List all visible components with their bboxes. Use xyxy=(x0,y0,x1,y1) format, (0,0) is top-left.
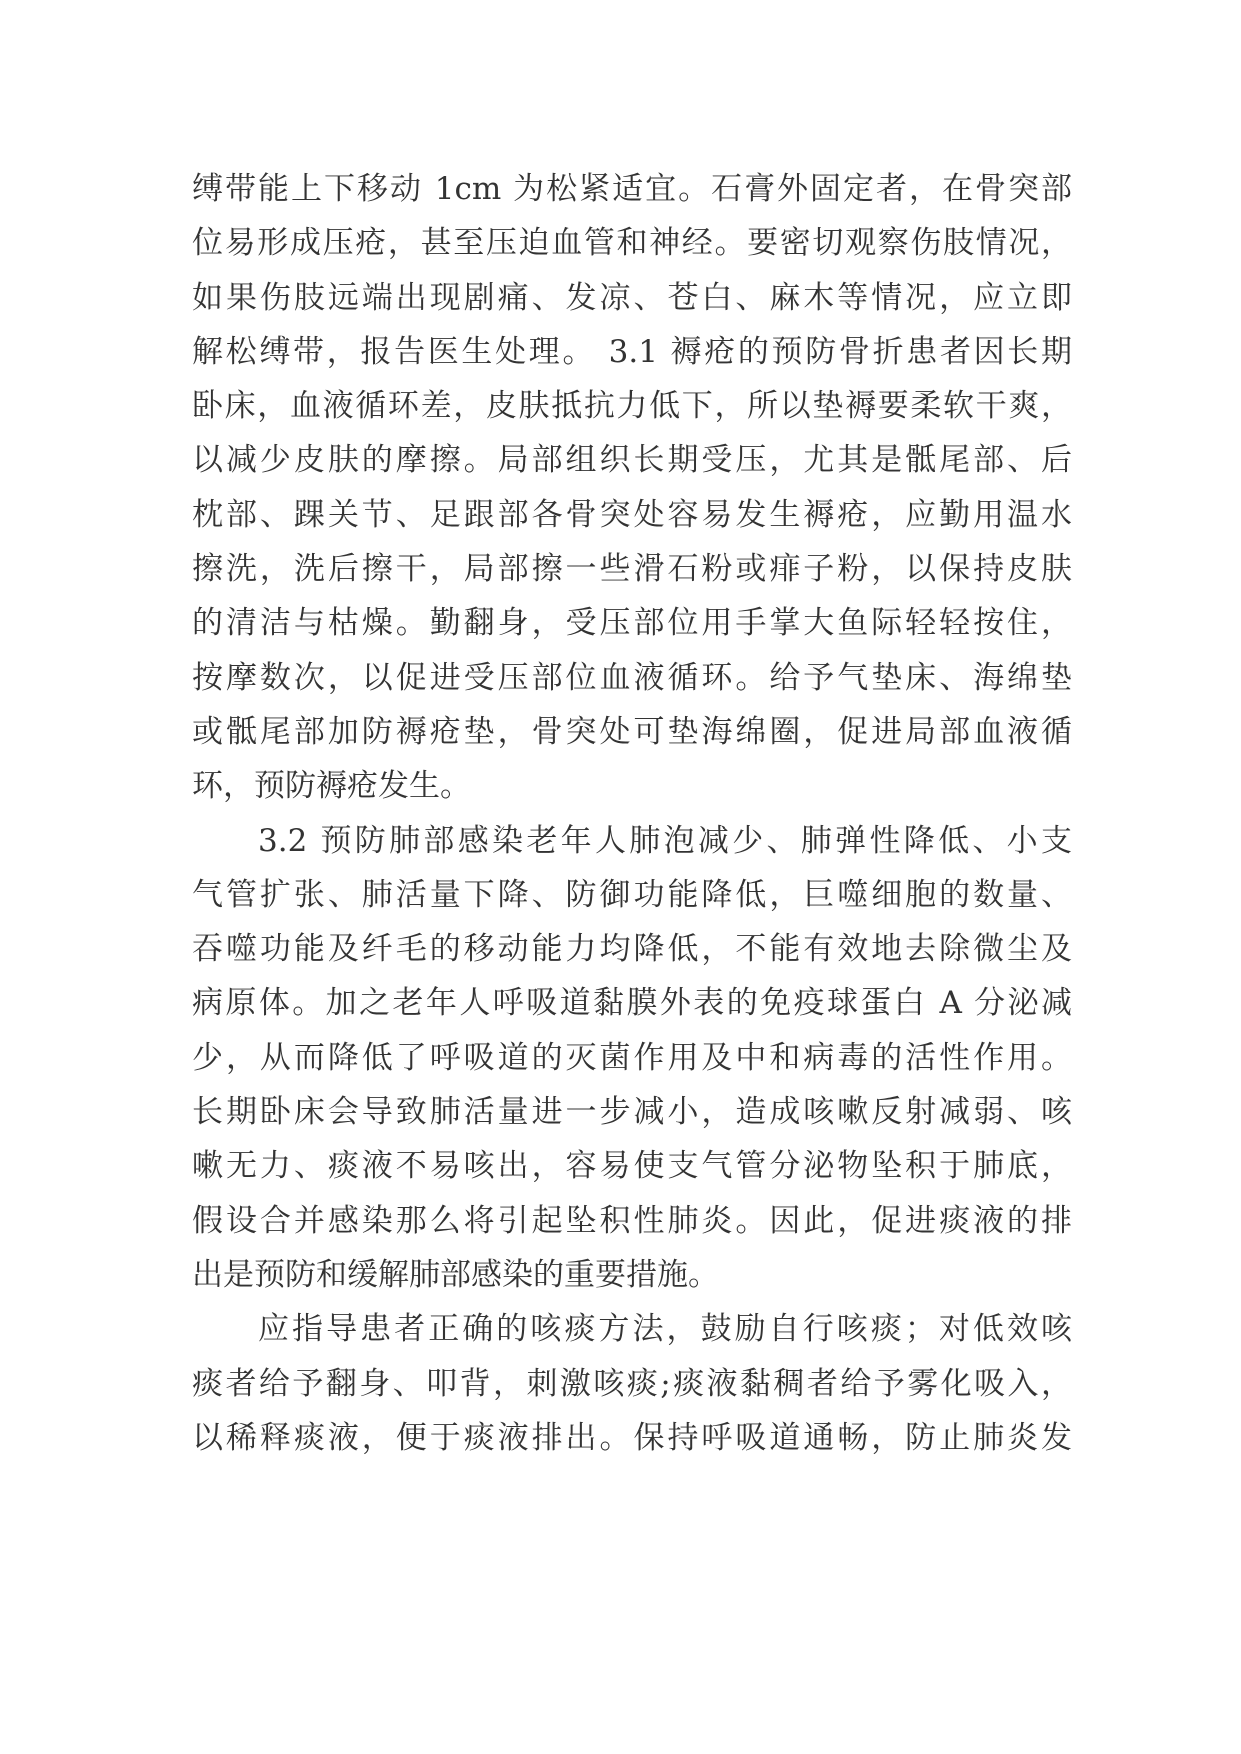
text-line: 嗽无力、痰液不易咳出，容易使支气管分泌物坠积于肺底， xyxy=(192,1148,1072,1185)
text-line: 或骶尾部加防褥疮垫，骨突处可垫海绵圈，促进局部血液循 xyxy=(192,713,1072,750)
text-line: 气管扩张、肺活量下降、防御功能降低，巨噬细胞的数量、 xyxy=(192,876,1072,913)
text-line: 病原体。加之老年人呼吸道黏膜外表的免疫球蛋白 A 分泌减 xyxy=(192,985,1072,1022)
text-line: 擦洗，洗后擦干，局部擦一些滑石粉或痱子粉，以保持皮肤 xyxy=(192,551,1072,588)
text-line: 出是预防和缓解肺部感染的重要措施。 xyxy=(192,1256,719,1293)
text-line: 长期卧床会导致肺活量进一步减小，造成咳嗽反射减弱、咳 xyxy=(192,1094,1072,1131)
text-line: 的清洁与枯燥。勤翻身，受压部位用手掌大鱼际轻轻按住， xyxy=(192,605,1072,642)
text-line: 按摩数次，以促进受压部位血液循环。给予气垫床、海绵垫 xyxy=(192,659,1072,696)
text-line: 假设合并感染那么将引起坠积性肺炎。因此，促进痰液的排 xyxy=(192,1202,1072,1239)
body-text xyxy=(192,162,1072,1465)
text-line: 缚带能上下移动 1cm 为松紧适宜。石膏外固定者，在骨突部 xyxy=(192,171,1072,207)
text-line: 卧床，血液循环差，皮肤抵抗力低下，所以垫褥要柔软干爽， xyxy=(192,388,1072,425)
paragraph-bedsore-care xyxy=(192,162,1072,814)
text-line: 如果伤肢远端出现剧痛、发凉、苍白、麻木等情况，应立即 xyxy=(192,279,1072,316)
text-line: 环，预防褥疮发生。 xyxy=(192,768,471,805)
paragraph-lung-infection xyxy=(192,814,1072,1303)
paragraph-cough-guidance xyxy=(192,1302,1072,1465)
text-line: 吞噬功能及纤毛的移动能力均降低，不能有效地去除微尘及 xyxy=(192,931,1072,968)
text-line: 枕部、踝关节、足跟部各骨突处容易发生褥疮，应勤用温水 xyxy=(192,496,1072,533)
text-line: 痰者给予翻身、叩背，刺激咳痰;痰液黏稠者给予雾化吸入， xyxy=(192,1365,1072,1402)
text-line: 以减少皮肤的摩擦。局部组织长期受压，尤其是骶尾部、后 xyxy=(192,442,1072,479)
text-line: 少，从而降低了呼吸道的灭菌作用及中和病毒的活性作用。 xyxy=(192,1039,1072,1076)
text-line: 位易形成压疮，甚至压迫血管和神经。要密切观察伤肢情况， xyxy=(192,225,1072,262)
text-line: 以稀释痰液，便于痰液排出。保持呼吸道通畅，防止肺炎发 xyxy=(192,1419,1072,1456)
text-line: 解松缚带，报告医生处理。 3.1 褥疮的预防骨折患者因长期 xyxy=(192,333,1072,370)
text-line: 3.2 预防肺部感染老年人肺泡减少、肺弹性降低、小支 xyxy=(258,822,1072,859)
text-line: 应指导患者正确的咳痰方法，鼓励自行咳痰；对低效咳 xyxy=(258,1311,1072,1348)
